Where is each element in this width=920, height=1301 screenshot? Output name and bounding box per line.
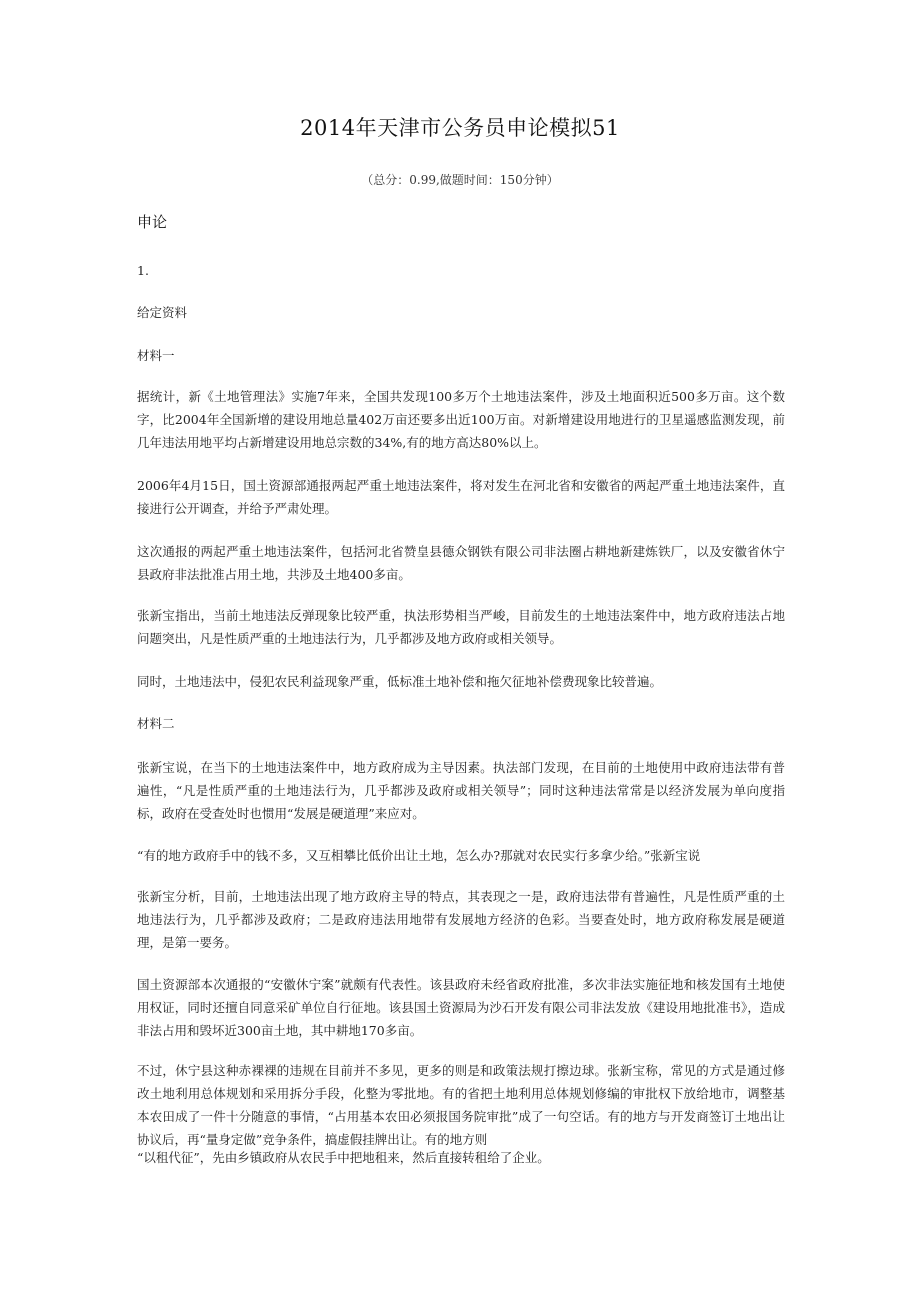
paragraph: 据统计，新《土地管理法》实施7年来，全国共发现100多万个土地违法案件，涉及土地面积近500多万亩。这个数字，比2004年全国新增的建设用地总量402万亩还要多出近100万亩。对新增建设用地进行的卫星遥感监测发现，前几年违法用地平均占新增建设用地总宗数的34%,有的地方高达80%以上。 [137, 389, 785, 450]
question-number: 1. [137, 263, 149, 278]
paragraph: 张新宝说，在当下的土地违法案件中，地方政府成为主导因素。执法部门发现，在目前的土地使用中政府违法带有普遍性，“凡是性质严重的土地违法行为，几乎都涉及政府或相关领导”；同时这种违法常常是以经济发展为单向度指标，政府在受查处时也惯用“发展是硬道理”来应对。 [137, 760, 785, 821]
material2-label: 材料二 [137, 716, 175, 731]
paragraph: 不过，休宁县这种赤裸裸的违规在目前并不多见，更多的则是和政策法规打擦边球。张新宝称，常见的方式是通过修改土地利用总体规划和采用拆分手段，化整为零批地。有的省把土地利用总体规划修编的审批权下放给地市，调整基本农田成了一件十分随意的事情，“占用基本农田必须报国务院审批”成了一句空话。有的地方与开发商签订土地出让协议后，再“量身定做”竞争条件，搞虚假挂牌出让。有的地方则 [137, 1063, 785, 1147]
material1-label: 材料一 [137, 348, 175, 363]
given-material-label: 给定资料 [137, 305, 188, 320]
paragraph: “有的地方政府手中的钱不多，又互相攀比低价出让土地，怎么办?那就对农民实行多拿少给。”张新宝说 [137, 848, 701, 863]
paragraph: 张新宝分析，目前，土地违法出现了地方政府主导的特点，其表现之一是，政府违法带有普遍性，凡是性质严重的土地违法行为，几乎都涉及政府；二是政府违法用地带有发展地方经济的色彩。当要查处时，地方政府称发展是硬道理，是第一要务。 [137, 889, 785, 950]
paragraph: 国土资源部本次通报的“安徽休宁案”就颇有代表性。该县政府未经省政府批准，多次非法实施征地和核发国有土地使用权证，同时还擅自同意采矿单位自行征地。该县国土资源局为沙石开发有限公司非法发放《建设用地批准书》，造成非法占用和毁坏近300亩土地，其中耕地170多亩。 [137, 977, 785, 1038]
paragraph: 这次通报的两起严重土地违法案件，包括河北省赞皇县德众钢铁有限公司非法圈占耕地新建炼铁厂，以及安徽省休宁县政府非法批准占用土地，共涉及土地400多亩。 [137, 544, 785, 582]
document-subtitle: （总分：0.99,做题时间：150分钟） [361, 173, 559, 187]
paragraph: 2006年4月15日，国土资源部通报两起严重土地违法案件，将对发生在河北省和安徽省的两起严重土地违法案件，直接进行公开调查，并给予严肃处理。 [137, 478, 785, 516]
section-heading: 申论 [137, 213, 168, 231]
paragraph: “以租代征”，先由乡镇政府从农民手中把地租来，然后直接转租给了企业。 [137, 1150, 550, 1165]
document-title: 2014年天津市公务员申论模拟51 [300, 116, 620, 140]
paragraph: 同时，土地违法中，侵犯农民利益现象严重，低标准土地补偿和拖欠征地补偿费现象比较普遍。 [137, 674, 663, 689]
paragraph: 张新宝指出，当前土地违法反弹现象比较严重，执法形势相当严峻，目前发生的土地违法案件中，地方政府违法占地问题突出，凡是性质严重的土地违法行为，几乎都涉及地方政府或相关领导。 [137, 608, 785, 646]
